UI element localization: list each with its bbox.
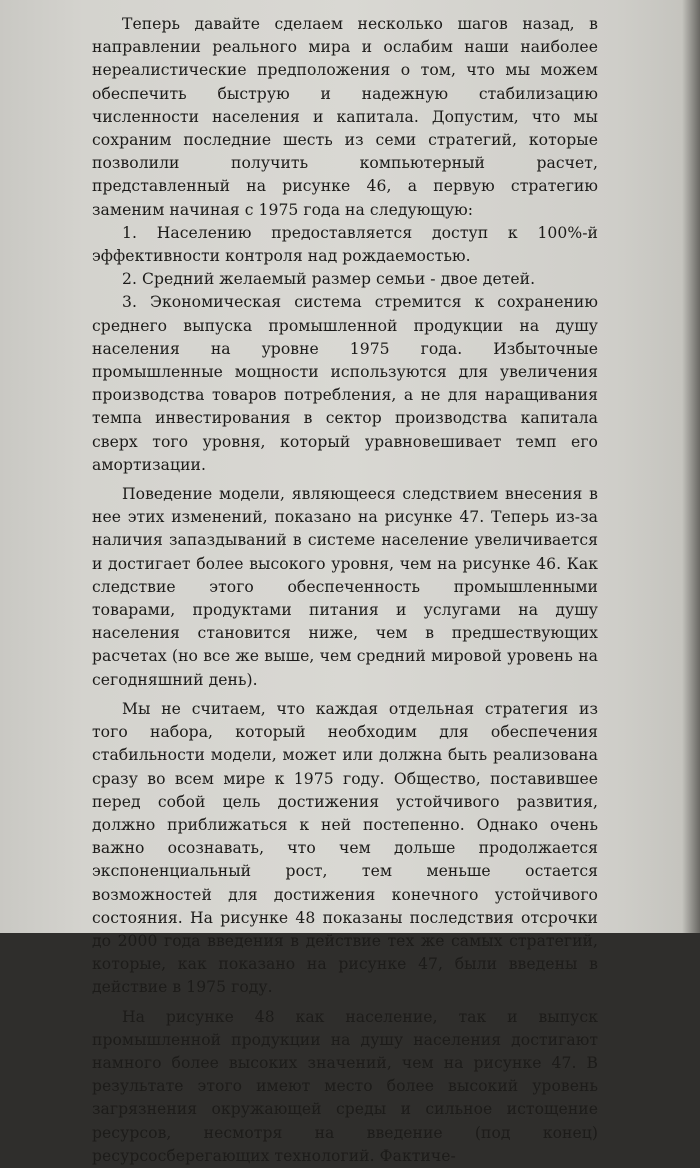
list-item-1: 1. Населению предоставляется доступ к 100%-й эффективности контроля над рождаемостью.	[92, 223, 598, 266]
paragraph-figure-47: Поведение модели, являющееся следствием внесения в нее этих изменений, показано на рисунке 47. Теперь из-за наличия запаздываний в системе население увеличивается и достигает более высокого уровня, чем на рисунке 46. Как следствие этого обеспеченность промышленными товарами, продуктами питания и услугами на душу населения становится ниже, чем в предшествующих расчетах (но все же выше, чем средний мировой уровень на сегодняшний день).	[92, 485, 598, 689]
paragraph-figure-48: На рисунке 48 как население, так и выпуск промышленной продукции на душу населения достигают намного более высоких значений, чем на рисунке 47. В результате этого имеют место более высокий уровень загрязнения окружающей среды и сильное истощение ресурсов, несмотря на введение (под конец) ресурсосберегающих технологий. Фактиче-	[92, 1007, 598, 1165]
paragraph-intro: Теперь давайте сделаем несколько шагов назад, в направлении реального мира и ослабим наши наиболее нереалистические предположения о том, что мы можем обеспечить быструю и надежную стабилизацию численности населения и капитала. Допустим, что мы сохраним последние шесть из семи стратегий, которые позволили получить компьютерный расчет, представленный на рисунке 46, а первую стратегию заменим начиная с 1975 года на следующую:	[92, 15, 598, 219]
list-item-3: 3. Экономическая система стремится к сохранению среднего выпуска промышленной продукции на душу населения на уровне 1975 года. Избыточные промышленные мощности используются для увеличения производства товаров потребления, а не для наращивания темпа инвестирования в сектор производства капитала сверх того уровня, который уравновешивает темп его амортизации.	[92, 293, 598, 474]
list-item-2: 2. Средний желаемый размер семьи - двое детей.	[122, 270, 536, 289]
paragraph-policies: Мы не считаем, что каждая отдельная стратегия из того набора, который необходим для обеспечения стабильности модели, может или должна быть реализована сразу во всем мире к 1975 году. Общество, поставившее перед собой цель достижения устойчивого развития, должно приближаться к ней постепенно. Однако очень важно осознавать, что чем дольше продолжается экспоненциальный рост, тем меньше остается возможностей для достижения конечного устойчивого состояния. На рисунке 48 показаны последствия отсрочки до 2000 года введения в действие тех же самых стратегий, которые, как показано на рисунке 47, были введены в действие в 1975 году.	[92, 699, 598, 997]
document-body	[92, 13, 598, 1168]
